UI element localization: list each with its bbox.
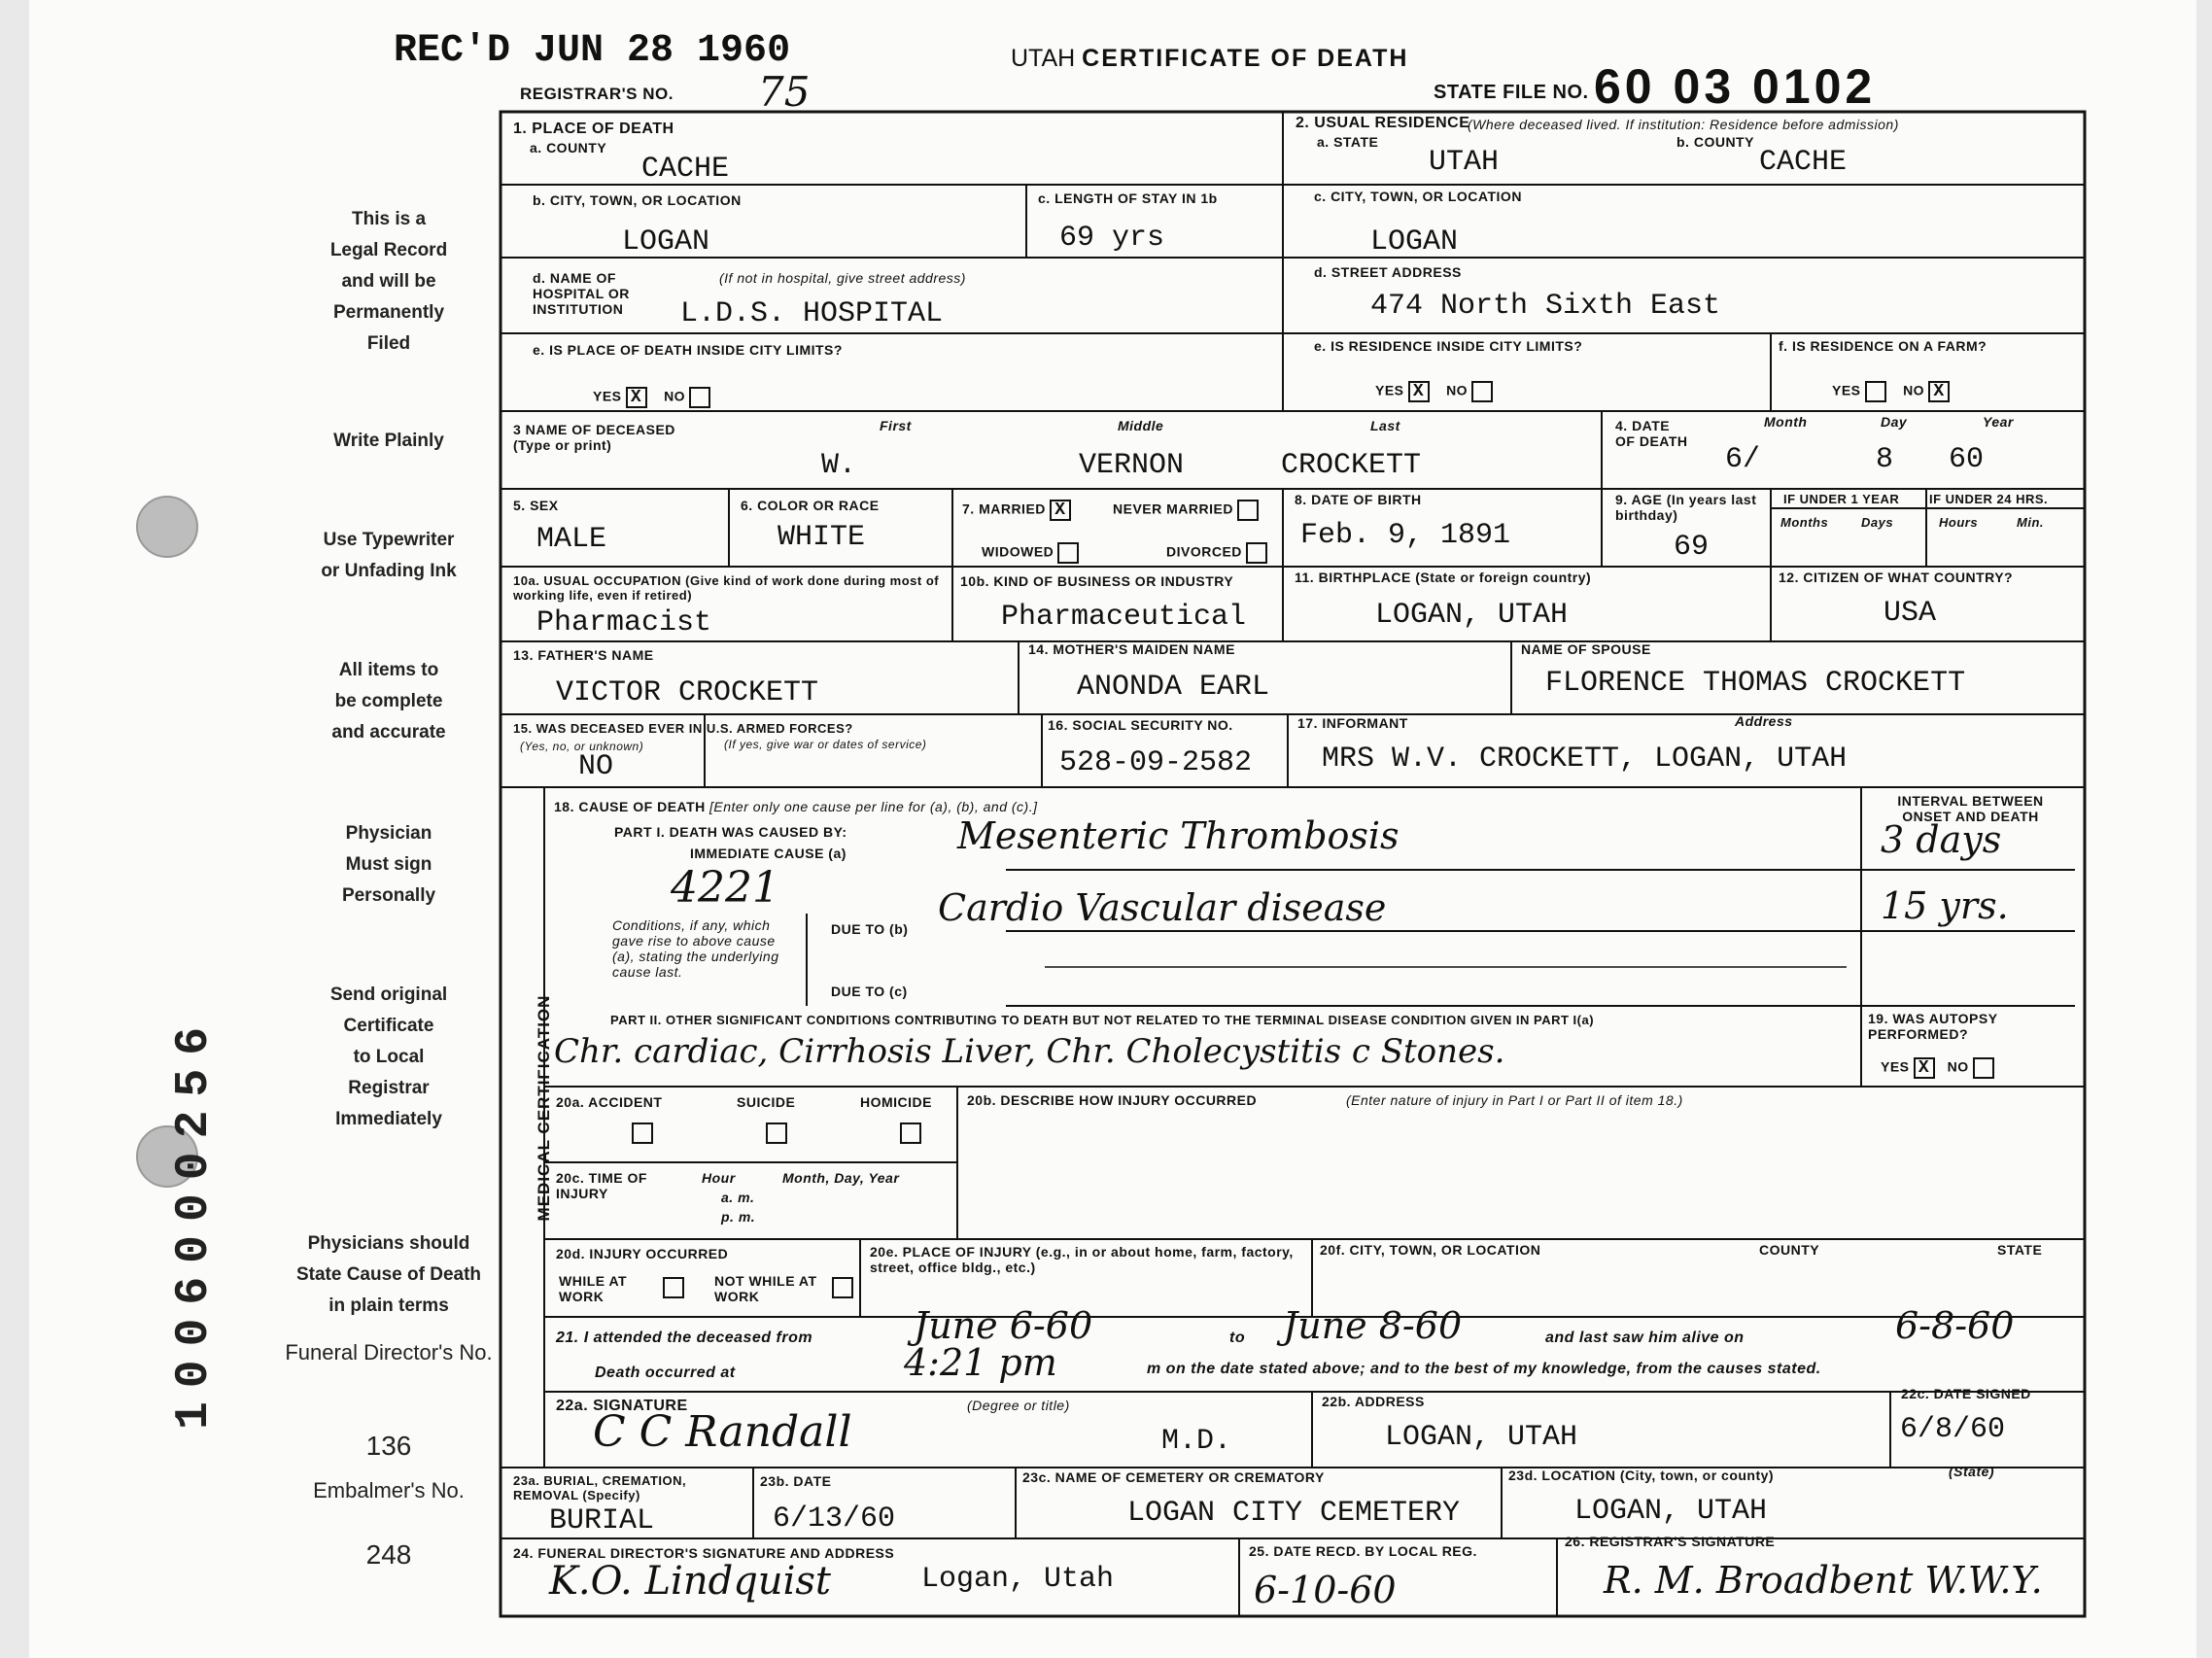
day-label: Day [1881,414,1908,430]
accident-box[interactable] [632,1123,653,1144]
title-main: CERTIFICATE OF DEATH [1082,45,1409,72]
burial-date-label: 23b. DATE [760,1473,832,1489]
am-label: a. m. [721,1190,755,1205]
usual-residence-label: 2. USUAL RESIDENCE [1296,115,1470,131]
burial-date: 6/13/60 [773,1503,896,1536]
burial-location-label: 23d. LOCATION (City, town, or county) [1508,1468,1775,1483]
place-injury-label: 20e. PLACE OF INJURY (e.g., in or about home, farm, factory, street, office bldg., etc.) [870,1244,1294,1275]
pod-county-label: a. COUNTY [530,140,607,155]
autopsy-yes-box[interactable]: X [1914,1057,1935,1079]
armed-forces-label: 15. WAS DECEASED EVER IN U.S. ARMED FORCES? [513,721,853,736]
due-b-label: DUE TO (b) [831,921,909,937]
res-inside-city-label: e. IS RESIDENCE INSIDE CITY LIMITS? [1314,338,1583,354]
first-label: First [880,418,912,433]
state-file-no: 60 03 0102 [1594,59,1877,114]
hour-label: Hour [702,1170,736,1186]
autopsy-no-box[interactable] [1973,1057,1994,1079]
last-saw: 6-8-60 [1895,1304,2015,1347]
attended-text: 21. I attended the deceased from [556,1330,813,1346]
informant-label: 17. INFORMANT [1297,715,1408,731]
pod-city: LOGAN [622,225,710,259]
embalmer-no: 248 [365,1539,412,1570]
father: VICTOR CROCKETT [556,676,819,709]
year-label: Year [1983,414,2014,430]
due-c-label: DUE TO (c) [831,984,908,999]
occupation-label: 10a. USUAL OCCUPATION (Give kind of work done during most of working life, even if retired) [513,573,940,603]
never-married-label: NEVER MARRIED [1113,500,1259,521]
divorced-box[interactable] [1246,542,1267,564]
last-saw-text: and last saw him alive on [1545,1330,1745,1346]
immediate-label: IMMEDIATE CAUSE (a) [690,846,847,861]
never-married-box[interactable] [1237,500,1259,521]
res-state: UTAH [1429,146,1500,179]
note-typewriter: Use Typewriter or Unfading Ink [321,530,457,581]
ssn: 528-09-2582 [1059,746,1253,779]
injury-state-label: STATE [1997,1242,2043,1258]
informant: MRS W.V. CROCKETT, LOGAN, UTAH [1322,743,1848,776]
first-name: W. [821,449,857,482]
name-label: 3 NAME OF DECEASED (Type or print) [513,422,675,453]
race: WHITE [778,521,866,554]
state-file-no-label: STATE FILE NO. [1434,82,1589,103]
dob: Feb. 9, 1891 [1300,519,1511,552]
death-year: 60 [1949,443,1985,476]
suicide-label: SUICIDE [737,1094,796,1110]
res-county: CACHE [1759,146,1848,179]
pod-city-label: b. CITY, TOWN, OR LOCATION [533,192,742,208]
not-work-label: NOT WHILE AT WORK [714,1273,817,1304]
hours-label: Hours [1939,515,1979,530]
address-label: Address [1735,713,1793,729]
physician-address: LOGAN, UTAH [1385,1421,1578,1454]
armed-forces: NO [578,750,614,783]
pod-inside-city-label: e. IS PLACE OF DEATH INSIDE CITY LIMITS? [533,342,843,358]
pod-inside-city-yes-box[interactable]: X [626,387,647,408]
middle-label: Middle [1118,418,1164,433]
married-label: 7. MARRIED X [962,500,1071,521]
signature-label: 22a. SIGNATURE [556,1398,688,1414]
res-farm-label: f. IS RESIDENCE ON A FARM? [1779,338,1987,354]
pod-inside-city-no-box[interactable] [689,387,710,408]
title [1011,45,1408,73]
attended-to: June 8-60 [1283,1304,1463,1347]
citizen-label: 12. CITIZEN OF WHAT COUNTRY? [1779,570,2014,585]
physician-signature: C C Randall [593,1407,852,1457]
to-label: to [1229,1330,1246,1346]
pm-label: p. m. [721,1209,756,1225]
dob-label: 8. DATE OF BIRTH [1295,492,1422,507]
sex-label: 5. SEX [513,498,559,513]
citizen: USA [1884,597,1937,630]
widowed-label: WIDOWED [982,542,1079,564]
under1-label: IF UNDER 1 YEAR [1783,492,1900,506]
pod-hospital-label: d. NAME OF HOSPITAL OR INSTITUTION [533,270,630,317]
vertical-register-number: 1006000256 [168,1013,221,1431]
registrars-no: 75 [758,68,811,116]
part2-label: PART II. OTHER SIGNIFICANT CONDITIONS CONTRIBUTING TO DEATH BUT NOT RELATED TO THE TERMINAL DISEASE CONDITION GIVEN IN PART I(a) [610,1013,1595,1027]
registrar-signature: R. M. Broadbent W.W.Y. [1604,1559,2043,1602]
injury-city-label: 20f. CITY, TOWN, OR LOCATION [1320,1242,1541,1258]
race-label: 6. COLOR OR RACE [741,498,880,513]
res-farm-no-box[interactable]: X [1928,381,1950,402]
physician-degree: M.D. [1161,1425,1232,1458]
birthplace: LOGAN, UTAH [1375,599,1569,632]
burial-type-label: 23a. BURIAL, CREMATION, REMOVAL (Specify) [513,1473,687,1503]
embalmer-label: Embalmer's No. [313,1478,465,1503]
place-of-death-label: 1. PLACE OF DEATH [513,121,674,137]
funeral-director-address: Logan, Utah [921,1563,1115,1596]
min-label: Min. [2017,515,2044,530]
burial-type: BURIAL [549,1504,655,1537]
death-occurred-text: Death occurred at [595,1364,736,1381]
interval-a: 3 days [1881,818,2002,861]
registrar-sig-label: 26. REGISTRAR'S SIGNATURE [1565,1534,1776,1549]
father-label: 13. FATHER'S NAME [513,647,654,663]
married-box[interactable]: X [1050,500,1071,521]
date-signed-label: 22c. DATE SIGNED [1901,1386,2031,1401]
res-farm-checks: YES NO X [1832,381,1950,402]
autopsy-label: 19. WAS AUTOPSY PERFORMED? [1868,1011,1998,1042]
res-city: LOGAN [1370,225,1459,259]
age: 69 [1674,531,1710,564]
cemetery: LOGAN CITY CEMETERY [1127,1497,1461,1530]
homicide-label: HOMICIDE [860,1094,932,1110]
occupation: Pharmacist [536,606,712,639]
armed-forces-note: (Yes, no, or unknown) [520,740,644,753]
res-inside-city-no-box[interactable] [1471,381,1493,402]
mother-label: 14. MOTHER'S MAIDEN NAME [1028,641,1235,657]
injury-desc-note: (Enter nature of injury in Part I or Part II of item 18.) [1346,1092,1683,1108]
age-label: 9. AGE (In years last birthday) [1615,492,1757,523]
res-inside-city-yes-box[interactable]: X [1408,381,1430,402]
note-plain-terms: Physicians should State Cause of Death in plain terms [295,1233,482,1316]
date-recd-label: 25. DATE RECD. BY LOCAL REG. [1249,1543,1477,1559]
date-of-death-label: 4. DATE OF DEATH [1615,418,1688,449]
degree-label: (Degree or title) [967,1398,1070,1413]
death-day: 8 [1876,443,1894,476]
medical-certification-label: MEDICAL CERTIFICATION [535,994,553,1222]
pod-hospital-note: (If not in hospital, give street address) [719,270,966,286]
funeral-director-no: 136 [365,1431,412,1461]
while-work-box[interactable] [663,1277,684,1298]
days-label: Days [1861,515,1894,530]
note-send-original: Send original Certificate to Local Registrar Immediately [329,984,448,1129]
punch-hole [136,496,198,558]
cause-label: 18. CAUSE OF DEATH [554,799,706,814]
widowed-box[interactable] [1057,542,1079,564]
injury-county-label: COUNTY [1759,1242,1820,1258]
note-complete: All items to be complete and accurate [331,660,446,743]
part1-label: PART I. DEATH WAS CAUSED BY: [614,824,847,840]
res-farm-yes-box[interactable] [1865,381,1886,402]
part2: Chr. cardiac, Cirrhosis Liver, Chr. Cholecystitis c Stones. [554,1032,1505,1071]
date-recd: 6-10-60 [1254,1569,1397,1611]
cause-note: [Enter only one cause per line for (a), (b), and (c).] [709,799,1038,814]
under24-label: IF UNDER 24 HRS. [1929,492,2049,506]
suicide-box[interactable] [766,1123,787,1144]
pod-county: CACHE [641,153,730,186]
icd-code: 4221 [671,863,779,913]
last-name: CROCKETT [1281,449,1422,482]
mother: ANONDA EARL [1077,671,1270,704]
interval-label: INTERVAL BETWEEN ONSET AND DEATH [1897,793,2044,824]
res-city-label: c. CITY, TOWN, OR LOCATION [1314,189,1522,204]
cemetery-label: 23c. NAME OF CEMETERY OR CREMATORY [1022,1469,1325,1485]
sex: MALE [536,523,607,556]
burial-location: LOGAN, UTAH [1574,1495,1768,1528]
res-inside-city-checks: YES X NO [1375,381,1493,402]
burial-state-label: (State) [1949,1464,1995,1479]
injury-desc-label: 20b. DESCRIBE HOW INJURY OCCURRED [967,1092,1258,1108]
armed-forces-note2: (If yes, give war or dates of service) [724,738,927,751]
injury-time-label: 20c. TIME OF INJURY [556,1170,647,1201]
industry: Pharmaceutical [1001,601,1247,634]
homicide-box[interactable] [900,1123,921,1144]
middle-name: VERNON [1079,449,1185,482]
title-state: UTAH [1011,45,1076,72]
note-legal-record: This is a Legal Record and will be Permanently Filed [329,209,448,354]
ssn-label: 16. SOCIAL SECURITY NO. [1048,717,1233,733]
mdy-label: Month, Day, Year [782,1170,900,1186]
res-street: 474 North Sixth East [1370,290,1721,323]
death-month: 6/ [1725,443,1761,476]
res-county-label: b. COUNTY [1676,134,1754,150]
immediate-cause: Mesenteric Thrombosis [957,814,1400,857]
birthplace-label: 11. BIRTHPLACE (State or foreign country) [1295,570,1592,585]
received-stamp: REC'D JUN 28 1960 [394,29,791,73]
pod-hospital: L.D.S. HOSPITAL [680,297,944,330]
autopsy-checks: YES X NO [1881,1057,1994,1079]
month-label: Month [1764,414,1808,430]
attended-from: June 6-60 [914,1304,1093,1347]
industry-label: 10b. KIND OF BUSINESS OR INDUSTRY [960,573,1234,589]
stated-text: m on the date stated above; and to the best of my knowledge, from the causes stated. [1147,1361,1821,1377]
injury-occurred-label: 20d. INJURY OCCURRED [556,1246,729,1261]
divorced-label: DIVORCED [1166,542,1267,564]
accident-label: 20a. ACCIDENT [556,1094,663,1110]
registrars-no-label: REGISTRAR'S NO. [520,85,674,103]
not-work-box[interactable] [832,1277,853,1298]
death-time: 4:21 pm [904,1341,1057,1384]
spouse-label: NAME OF SPOUSE [1521,641,1651,657]
last-label: Last [1370,418,1400,433]
spouse: FLORENCE THOMAS CROCKETT [1545,667,1966,700]
funeral-director-sig-label: 24. FUNERAL DIRECTOR'S SIGNATURE AND ADDRESS [513,1545,895,1561]
funeral-director-signature: K.O. Lindquist [549,1559,831,1604]
months-label: Months [1780,515,1829,530]
pod-stay-label: c. LENGTH OF STAY IN 1b [1038,190,1218,206]
note-write-plainly: Write Plainly [333,431,444,451]
funeral-director-label: Funeral Director's No. [285,1340,493,1364]
interval-b: 15 yrs. [1881,884,2009,927]
note-physician-sign: Physician Must sign Personally [341,823,436,906]
res-state-label: a. STATE [1317,134,1379,150]
due-b: Cardio Vascular disease [938,886,1387,929]
pod-inside-city-checks: YES X NO [593,387,710,408]
while-work-label: WHILE AT WORK [559,1273,628,1304]
pod-stay: 69 yrs [1059,222,1165,255]
conditions-label: Conditions, if any, which gave rise to above cause (a), stating the underlying cause last. [612,917,779,980]
date-signed: 6/8/60 [1900,1413,2006,1446]
usual-residence-note: (Where deceased lived. If institution: Residence before admission) [1468,117,1899,132]
res-street-label: d. STREET ADDRESS [1314,264,1462,280]
physician-address-label: 22b. ADDRESS [1322,1394,1425,1409]
